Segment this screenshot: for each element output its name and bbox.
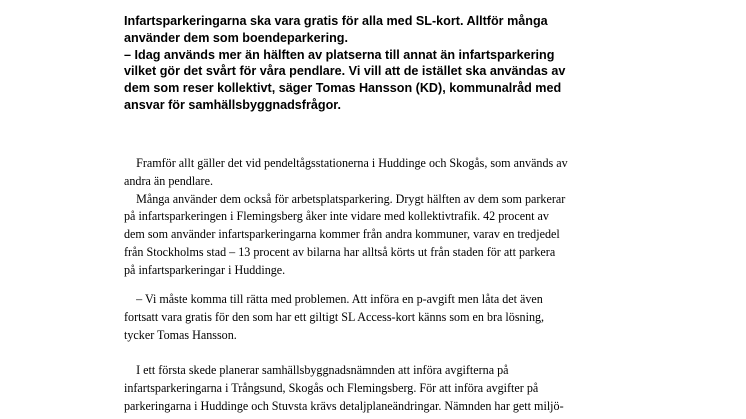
body-line: från Stockholms stad – 13 procent av bilarna har alltså körts ut från staden för att parkera (124, 244, 556, 259)
body-line: tycker Tomas Hansson. (124, 327, 237, 342)
lead-line: – Idag används mer än hälften av platserna till annat än infartsparkering (124, 47, 555, 62)
lead-paragraph (124, 13, 604, 114)
body-line: dem som använder infartsparkeringarna kommer från andra kommuner, varav en tredjedel (124, 227, 560, 242)
body-paragraph-1 (124, 155, 604, 280)
body-line: I ett första skede planerar samhällsbyggnadsnämnden att införa avgifterna på (124, 363, 509, 377)
lead-line: dem som reser kollektivt, säger Tomas Hansson (KD), kommunalråd med (124, 81, 562, 96)
lead-line: använder dem som boendeparkering. (124, 30, 348, 45)
body-paragraph-2 (124, 291, 604, 344)
body-line: – Vi måste komma till rätta med problemen. Att införa en p-avgift men låta det även (124, 292, 543, 306)
body-line: Många använder dem också för arbetsplatsparkering. Drygt hälften av dem som parkerar (124, 191, 566, 206)
body-line: Framför allt gäller det vid pendeltågsstationerna i Huddinge och Skogås, som används av (124, 156, 568, 170)
body-line: parkeringarna i Huddinge och Stuvsta krävs detaljplaneändringar. Nämnden har gett miljö- (124, 398, 564, 413)
body-line: andra än pendlare. (124, 173, 213, 188)
lead-line: vilket gör det svårt för våra pendlare. Vi vill att de istället ska användas av (124, 64, 566, 79)
body-line: på infartsparkeringar i Huddinge. (124, 262, 286, 277)
lead-line: ansvar för samhällsbyggnadsfrågor. (124, 97, 341, 112)
body-line: fortsatt vara gratis för den som har ett giltigt SL Access-kort känns som en bra lösning, (124, 309, 545, 324)
body-paragraph-3 (124, 362, 604, 415)
lead-line: Infartsparkeringarna ska vara gratis för alla med SL-kort. Alltför många (124, 14, 548, 28)
body-line: på infartsparkeringen i Flemingsberg åker inte vidare med kollektivtrafik. 42 procent av (124, 209, 549, 224)
body-line: infartsparkeringarna i Trångsund, Skogås och Flemingsberg. För att införa avgifter på (124, 380, 539, 395)
